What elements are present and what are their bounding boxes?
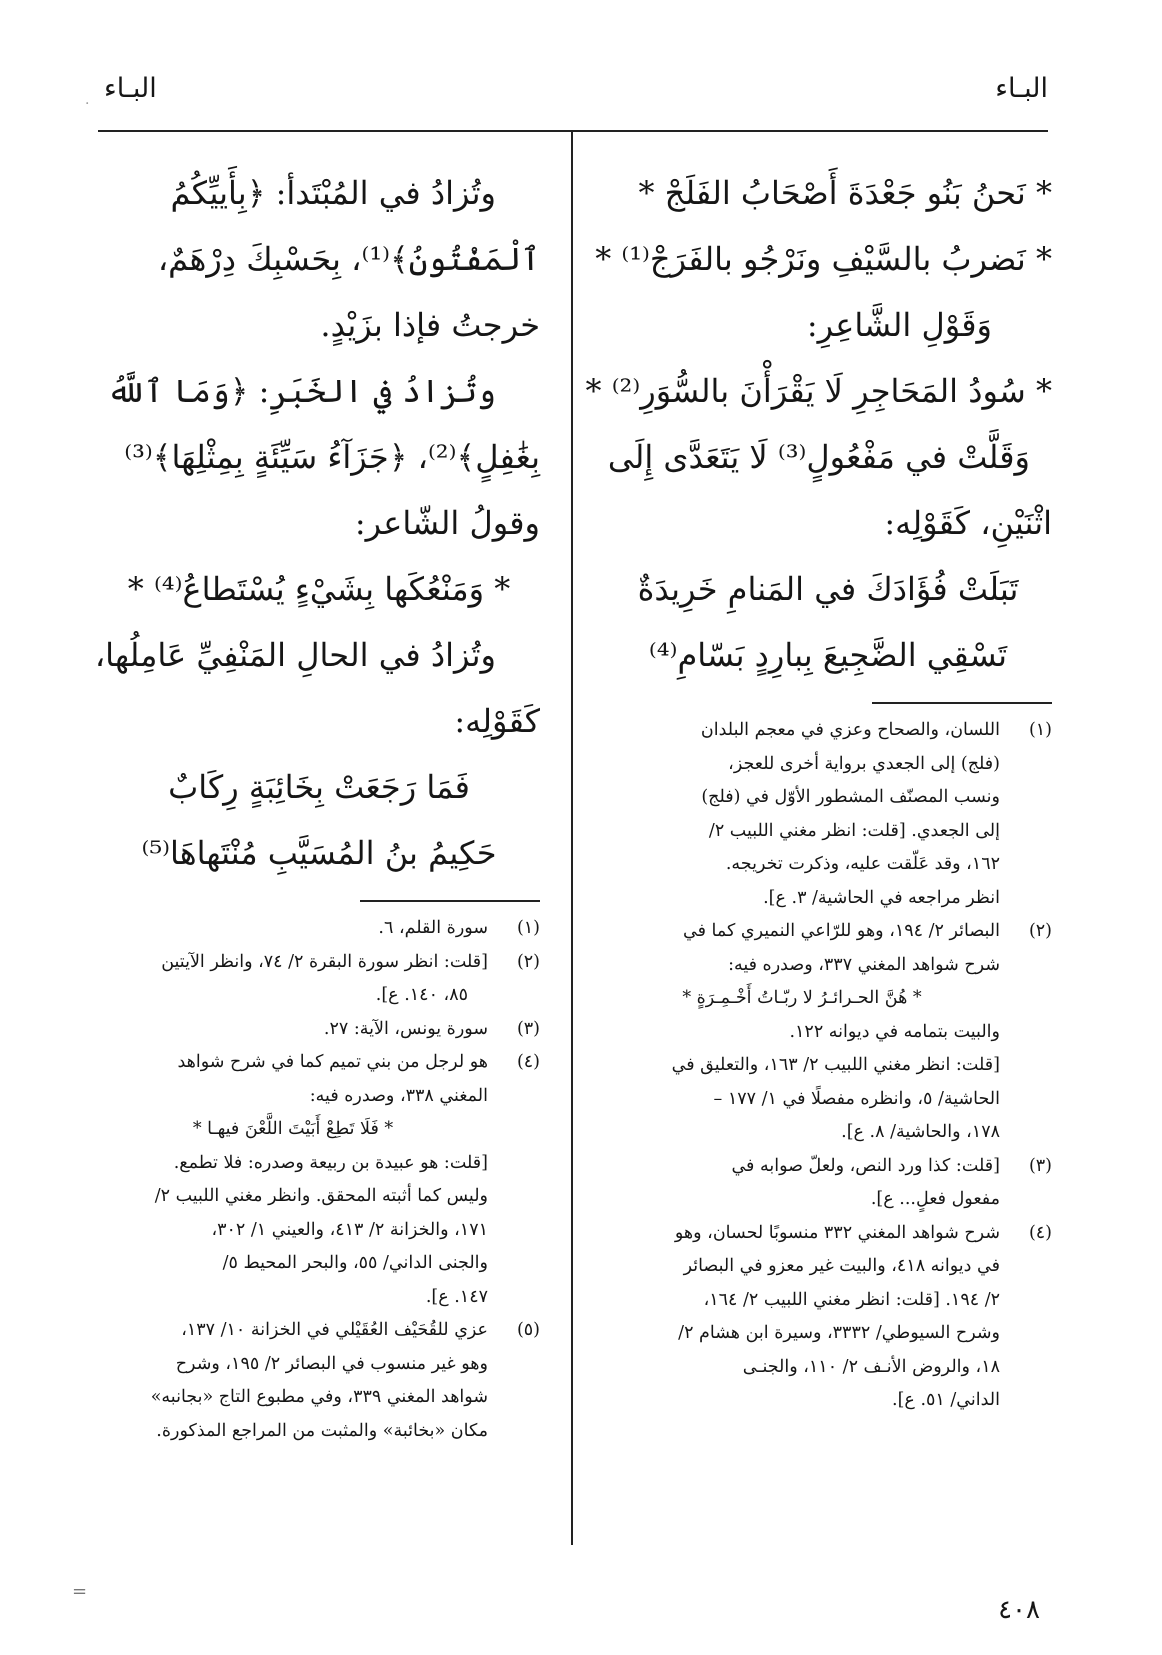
footnote-line: ٨٥، ١٤٠. ع]. — [375, 985, 468, 1005]
verse-line: تَبَلَتْ فُؤَادَكَ في المَنامِ خَرِيدَةٌ — [637, 570, 1019, 608]
footnote-line: مفعول فعلٍ... ع]. — [870, 1189, 1000, 1209]
footnote — [98, 1046, 540, 1314]
running-header-left: البـاء — [104, 73, 157, 104]
footnote-line: الحاشية/ ٥، وانظره مفصلًا في ١/ ١٧٧ – — [713, 1088, 1000, 1109]
main-line: وتُزادُ في الحالِ المَنْفِيِّ عَامِلُها، — [94, 636, 496, 674]
footnote-line: وهو غير منسوب في البصائر ٢/ ١٩٥، وشرح — [175, 1353, 488, 1374]
main-line: ٱلْمَفْتُونُ﴾⁽¹⁾، بِحَسْبِكَ دِرْهَمٌ، — [157, 240, 540, 278]
footnote-line: شواهد المغني ٣٣٩، وفي مطبوع التاج «بجانبه» — [150, 1387, 488, 1407]
left-footnotes — [98, 912, 540, 1448]
left-main-text — [94, 160, 540, 886]
main-line: خرجتُ فإذا بزَيْدٍ. — [320, 306, 540, 344]
footnote-number: (٢) — [516, 951, 540, 972]
verse-line: فَمَا رَجَعَتْ بِخَائِبَةٍ رِكَابٌ — [168, 768, 470, 806]
footnote-line: [قلت: كذا ورد النص، ولعلّ صوابه في — [731, 1155, 1000, 1176]
header-rule — [98, 130, 1048, 132]
main-line: * نَضربُ بالسَّيْفِ ونَرْجُو بالفَرَجْ⁽¹⁾ * — [595, 240, 1052, 278]
main-line: اثْنَيْنِ، كَقَوْلِه: — [884, 504, 1052, 542]
footnote-line: عزي للقُحَيْف العُقَيْلي في الخزانة ١٠/ ١٣٧، — [181, 1320, 488, 1340]
footnote-line: شرح شواهد المغني ٣٣٢ منسوبًا لحسان، وهو — [674, 1222, 1000, 1243]
footnote-line: والجنى الداني/ ٥٥، والبحر المحيط ٥/ — [222, 1253, 488, 1273]
main-line: وَقَوْلِ الشَّاعِرِ: — [806, 306, 992, 344]
right-column — [585, 160, 1052, 1418]
footnote — [604, 714, 1052, 915]
footnote-line: إلى الجعدي. [قلت: انظر مغني اللبيب ٢/ — [708, 820, 1000, 841]
main-line: بِغَٰفِلٍ﴾⁽²⁾، ﴿جَزَآءُ سَيِّئَةٍ بِمِثْلِهَا﴾⁽³⁾ — [124, 438, 540, 476]
footnote-line: ٢/ ١٩٤. [قلت: انظر مغني اللبيب ٢/ ١٦٤، — [703, 1289, 1000, 1310]
footnote-line: الداني/ ٥١. ع]. — [892, 1390, 1000, 1410]
footnote-line: * فَلَا تَطِعْ أَبَيْتَ اللَّعْنَ فيهـا * — [192, 1119, 394, 1139]
footnote-line: ١٦٢، وقد عَلّقت عليه، وذكرت تخريجه. — [725, 854, 1000, 874]
footnote-line: والبيت بتمامه في ديوانه ١٢٢. — [789, 1021, 1000, 1042]
footnote-number: (٤) — [516, 1052, 540, 1072]
footnote-line: شرح شواهد المغني ٣٣٧، وصدره فيه: — [728, 954, 1000, 975]
footnote-line: ١٨، والروض الأنـف ٢/ ١١٠، والجنـى — [742, 1356, 1000, 1377]
footnote — [98, 1013, 540, 1047]
footnote-line: [قلت: هو عبيدة بن ربيعة وصدره: فلا تطمع. — [173, 1152, 488, 1173]
footnote — [604, 1150, 1052, 1217]
verse-line: حَكِيمُ بنُ المُسَيَّبِ مُنْتَهاهَا⁽⁵⁾ — [141, 834, 497, 872]
left-column — [94, 160, 540, 1448]
margin-tick: · — [85, 96, 90, 112]
footnote — [604, 1217, 1052, 1418]
footnote-line: المغني ٣٣٨، وصدره فيه: — [309, 1085, 488, 1106]
page-number: ٤٠٨ — [998, 1595, 1040, 1625]
footnote-line: [قلت: انظر مغني اللبيب ٢/ ١٦٣، والتعليق في — [671, 1055, 1000, 1075]
main-line: * سُودُ المَحَاجِرِ لَا يَقْرَأْنَ بالسُّوَرِ⁽²⁾ * — [585, 372, 1052, 410]
footnote-line: مكان «بخائبة» والمثبت من المراجع المذكورة. — [156, 1420, 488, 1441]
footnote-line: اللسان، والصحاح وعزي في معجم البلدان — [700, 720, 1000, 740]
verse-line: تَسْقِي الضَّجِيعَ بِبارِدٍ بَسّامِ⁽⁴⁾ — [648, 636, 1008, 674]
footnote-number: (٥) — [516, 1320, 540, 1340]
footnote-number: (٣) — [516, 1018, 540, 1039]
footnote-rule — [360, 900, 540, 902]
main-line: وقولُ الشّاعر: — [354, 504, 540, 542]
footnote — [604, 915, 1052, 1150]
footnote-line: هو لرجل من بني تميم كما في شرح شواهد — [177, 1052, 488, 1072]
footnote — [98, 946, 540, 1013]
footnote — [98, 912, 540, 946]
footnote-line: انظر مراجعه في الحاشية/ ٣. ع]. — [763, 887, 1000, 908]
footnote-line: ١٤٧. ع]. — [425, 1286, 488, 1307]
footnote-number: (٣) — [1028, 1155, 1052, 1176]
main-line: وَقَلَّتْ في مَفْعُولٍ⁽³⁾ لَا يَتَعَدَّى إِلَى — [607, 438, 1030, 476]
main-line: وتُزادُ في الخَبَرِ: ﴿وَمَا ٱللَّهُ — [107, 372, 496, 410]
footnote-number: (١) — [516, 918, 540, 938]
footnote-number: (٤) — [1028, 1222, 1052, 1243]
main-line: * وَمَنْعُكَها بِشَيْءٍ يُسْتَطاعُ⁽⁴⁾ * — [127, 570, 511, 608]
footnote-line: وشرح السيوطي/ ٣٣٣٢، وسيرة ابن هشام ٢/ — [678, 1323, 1000, 1343]
footnote-line: في ديوانه ٤١٨، والبيت غير معزو في البصائر — [683, 1256, 1000, 1276]
footnote — [98, 1314, 540, 1448]
right-footnotes — [604, 714, 1052, 1418]
footnote-number: (٢) — [1028, 921, 1052, 941]
footnote-line: وليس كما أثبته المحقق. وانظر مغني اللبيب ٢/ — [154, 1186, 488, 1206]
footnote-line: [قلت: انظر سورة البقرة ٢/ ٧٤، وانظر الآيتين — [161, 951, 488, 972]
footnote-line: سورة يونس، الآية: ٢٧. — [323, 1018, 488, 1039]
footnote-line: سورة القلم، ٦. — [378, 918, 488, 938]
column-divider — [571, 130, 573, 1545]
main-line: كَقَوْلِه: — [454, 702, 540, 740]
footnote-rule — [872, 702, 1052, 704]
main-line: * نَحنُ بَنُو جَعْدَةَ أَصْحَابُ الفَلَجْ * — [638, 174, 1052, 212]
footnote-line: البصائر ٢/ ١٩٤، وهو للرّاعي النميري كما في — [683, 921, 1000, 941]
footnote-line: (فلج) إلى الجعدي برواية أخرى للعجز، — [728, 753, 1000, 774]
running-header-right: البـاء — [995, 73, 1048, 104]
footnote-line: * هُنَّ الحـرائـرُ لا ربّـاتُ أَخْـمِـرَةٍ * — [682, 988, 922, 1008]
main-line: وتُزادُ في المُبْتَدأ: ﴿بِأَييِّكُمُ — [170, 174, 496, 212]
footnote-line: ١٧١، والخزانة ٢/ ٤١٣، والعيني ١/ ٣٠٢، — [211, 1219, 488, 1240]
right-main-text — [585, 160, 1052, 688]
footnote-line: ونسب المصنّف المشطور الأوّل في (فلج) — [701, 787, 1000, 807]
footnote-line: ١٧٨، والحاشية/ ٨. ع]. — [841, 1122, 1000, 1142]
footnote-number: (١) — [1028, 720, 1052, 740]
margin-mark: = — [72, 1581, 88, 1602]
